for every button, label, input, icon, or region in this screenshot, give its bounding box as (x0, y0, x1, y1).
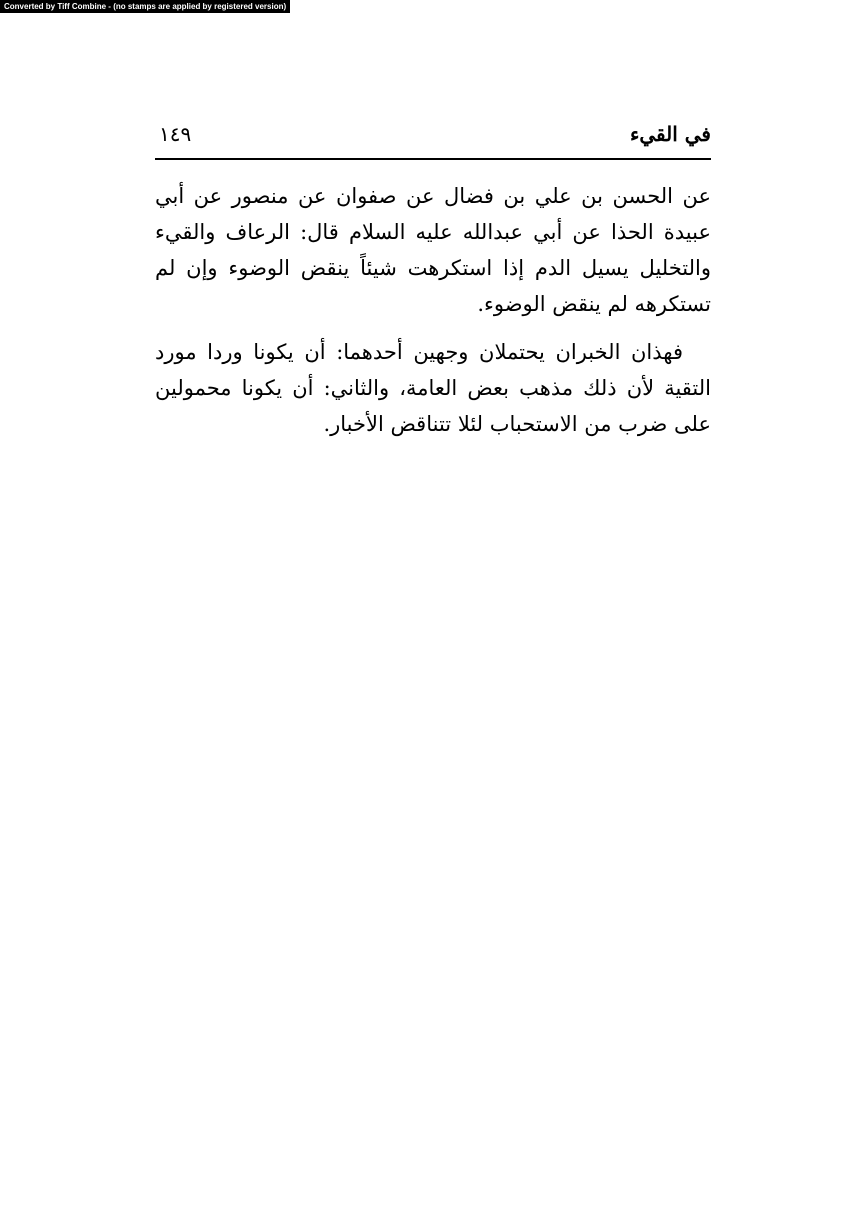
page-body (155, 178, 711, 442)
paragraph-hadith: عن الحسن بن علي بن فضال عن صفوان عن منصور عن أبي عبيدة الحذا عن أبي عبدالله عليه السلام قال: الرعاف والقيء والتخليل يسيل الدم إذا استكرهت شيئاً ينقض الوضوء وإن لم تستكرهه لم ينقض الوضوء. (155, 184, 711, 316)
book-page (155, 118, 711, 454)
page-number: ١٤٩ (159, 122, 192, 146)
page-header (155, 118, 711, 160)
paragraph-commentary: فهذان الخبران يحتملان وجهين أحدهما: أن يكونا وردا مورد التقية لأن ذلك مذهب بعض العامة، والثاني: أن يكونا محمولين على ضرب من الاستحباب لئلا تتناقض الأخبار. (155, 340, 711, 436)
chapter-title: في القيء (629, 122, 711, 146)
converter-banner: Converted by Tiff Combine - (no stamps are applied by registered version) (0, 0, 290, 13)
